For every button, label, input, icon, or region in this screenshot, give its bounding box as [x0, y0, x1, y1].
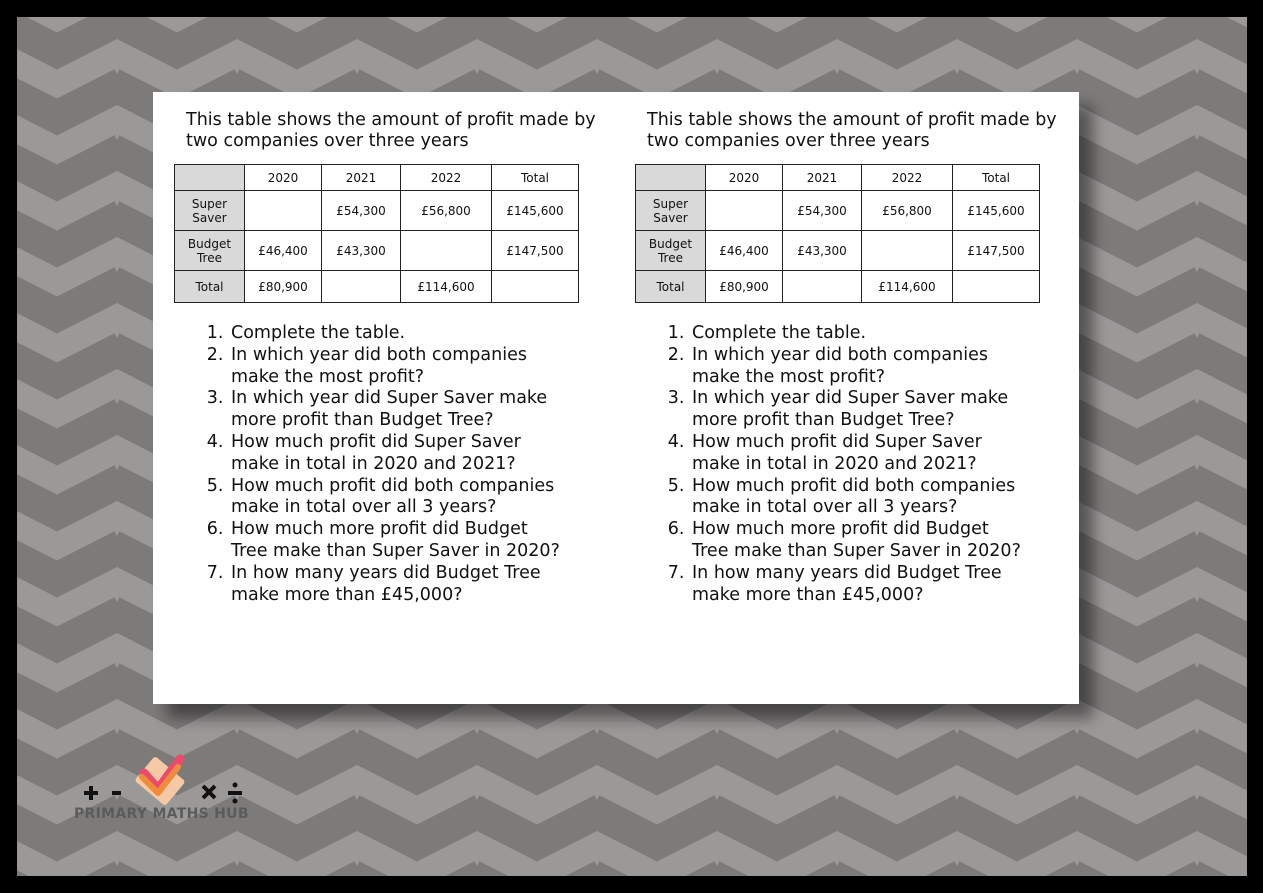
table-row: [175, 271, 579, 303]
question-item: 5. How much profit did both companies make in total over all 3 years?: [690, 476, 1030, 520]
divide-icon: [228, 783, 242, 804]
question-item: 6. How much more profit did Budget Tree make than Super Saver in 2020?: [690, 519, 1030, 563]
table-cell: [322, 271, 401, 303]
row-label-line: Budget: [187, 236, 232, 251]
row-label-super-saver: [175, 191, 245, 231]
table-row: [636, 231, 1040, 271]
table-cell: £56,800: [862, 191, 953, 231]
table-row: [175, 191, 579, 231]
question-item: 1. Complete the table.: [229, 323, 569, 345]
table-cell: £147,500: [492, 231, 579, 271]
table-row: [175, 231, 579, 271]
row-label-line: Super: [652, 196, 689, 211]
row-label-total: Total: [636, 271, 706, 303]
question-item: 2. In which year did both companies make the most profit?: [229, 345, 569, 389]
question-list: [174, 323, 569, 606]
table-cell: £46,400: [706, 231, 783, 271]
table-cell: [706, 191, 783, 231]
question-item: 3. In which year did Super Saver make more profit than Budget Tree?: [229, 388, 569, 432]
header-cell-2022: 2022: [401, 165, 492, 191]
question-item: 4. How much profit did Super Saver make in total in 2020 and 2021?: [690, 432, 1030, 476]
table-row: [636, 191, 1040, 231]
table-cell: £43,300: [783, 231, 862, 271]
table-row: [636, 271, 1040, 303]
row-label-line: Tree: [196, 250, 222, 265]
row-label-total: Total: [175, 271, 245, 303]
row-label-line: Saver: [653, 210, 688, 225]
table-cell: [401, 231, 492, 271]
question-item: 7. In how many years did Budget Tree make more than £45,000?: [690, 563, 1030, 607]
row-label-line: Tree: [657, 250, 683, 265]
table-cell: [953, 271, 1040, 303]
logo-text: PRIMARY MATHS HUB: [74, 806, 249, 822]
header-cell-total: Total: [492, 165, 579, 191]
worksheet-panel-right: [635, 92, 1075, 606]
question-item: 5. How much profit did both companies make in total over all 3 years?: [229, 476, 569, 520]
minus-icon: [112, 791, 121, 795]
table-header-row: [636, 165, 1040, 191]
header-cell-2021: 2021: [322, 165, 401, 191]
row-label-budget-tree: [175, 231, 245, 271]
header-cell-2021: 2021: [783, 165, 862, 191]
table-cell: £43,300: [322, 231, 401, 271]
worksheet-card: [153, 92, 1079, 704]
profit-table: [635, 164, 1040, 303]
plus-icon: [84, 786, 98, 800]
table-cell: £145,600: [953, 191, 1040, 231]
table-header-row: [175, 165, 579, 191]
question-item: 7. In how many years did Budget Tree make more than £45,000?: [229, 563, 569, 607]
question-item: 1. Complete the table.: [690, 323, 1030, 345]
question-list: [635, 323, 1030, 606]
table-cell: [245, 191, 322, 231]
table-cell: £54,300: [783, 191, 862, 231]
table-cell: £114,600: [401, 271, 492, 303]
profit-table: [174, 164, 579, 303]
row-label-line: Budget: [648, 236, 693, 251]
worksheet-heading: This table shows the amount of profit made by two companies over three years: [186, 110, 596, 151]
header-cell-total: Total: [953, 165, 1040, 191]
table-cell: £114,600: [862, 271, 953, 303]
row-label-line: Saver: [192, 210, 227, 225]
header-cell-2020: 2020: [706, 165, 783, 191]
question-item: 4. How much profit did Super Saver make in total in 2020 and 2021?: [229, 432, 569, 476]
row-label-budget-tree: [636, 231, 706, 271]
table-cell: £80,900: [706, 271, 783, 303]
question-item: 6. How much more profit did Budget Tree make than Super Saver in 2020?: [229, 519, 569, 563]
table-corner-cell: [636, 165, 706, 191]
table-cell: £54,300: [322, 191, 401, 231]
worksheet-panel-left: [174, 92, 614, 606]
table-cell: £80,900: [245, 271, 322, 303]
question-item: 3. In which year did Super Saver make more profit than Budget Tree?: [690, 388, 1030, 432]
header-cell-2022: 2022: [862, 165, 953, 191]
checkmark-icon: [134, 756, 185, 806]
row-label-line: Super: [191, 196, 228, 211]
table-cell: £147,500: [953, 231, 1040, 271]
table-corner-cell: [175, 165, 245, 191]
question-item: 2. In which year did both companies make the most profit?: [690, 345, 1030, 389]
table-cell: £56,800: [401, 191, 492, 231]
table-cell: £46,400: [245, 231, 322, 271]
multiply-icon: [203, 786, 215, 798]
table-cell: [862, 231, 953, 271]
worksheet-heading: This table shows the amount of profit made by two companies over three years: [647, 110, 1057, 151]
table-cell: [783, 271, 862, 303]
table-cell: [492, 271, 579, 303]
header-cell-2020: 2020: [245, 165, 322, 191]
table-cell: £145,600: [492, 191, 579, 231]
row-label-super-saver: [636, 191, 706, 231]
